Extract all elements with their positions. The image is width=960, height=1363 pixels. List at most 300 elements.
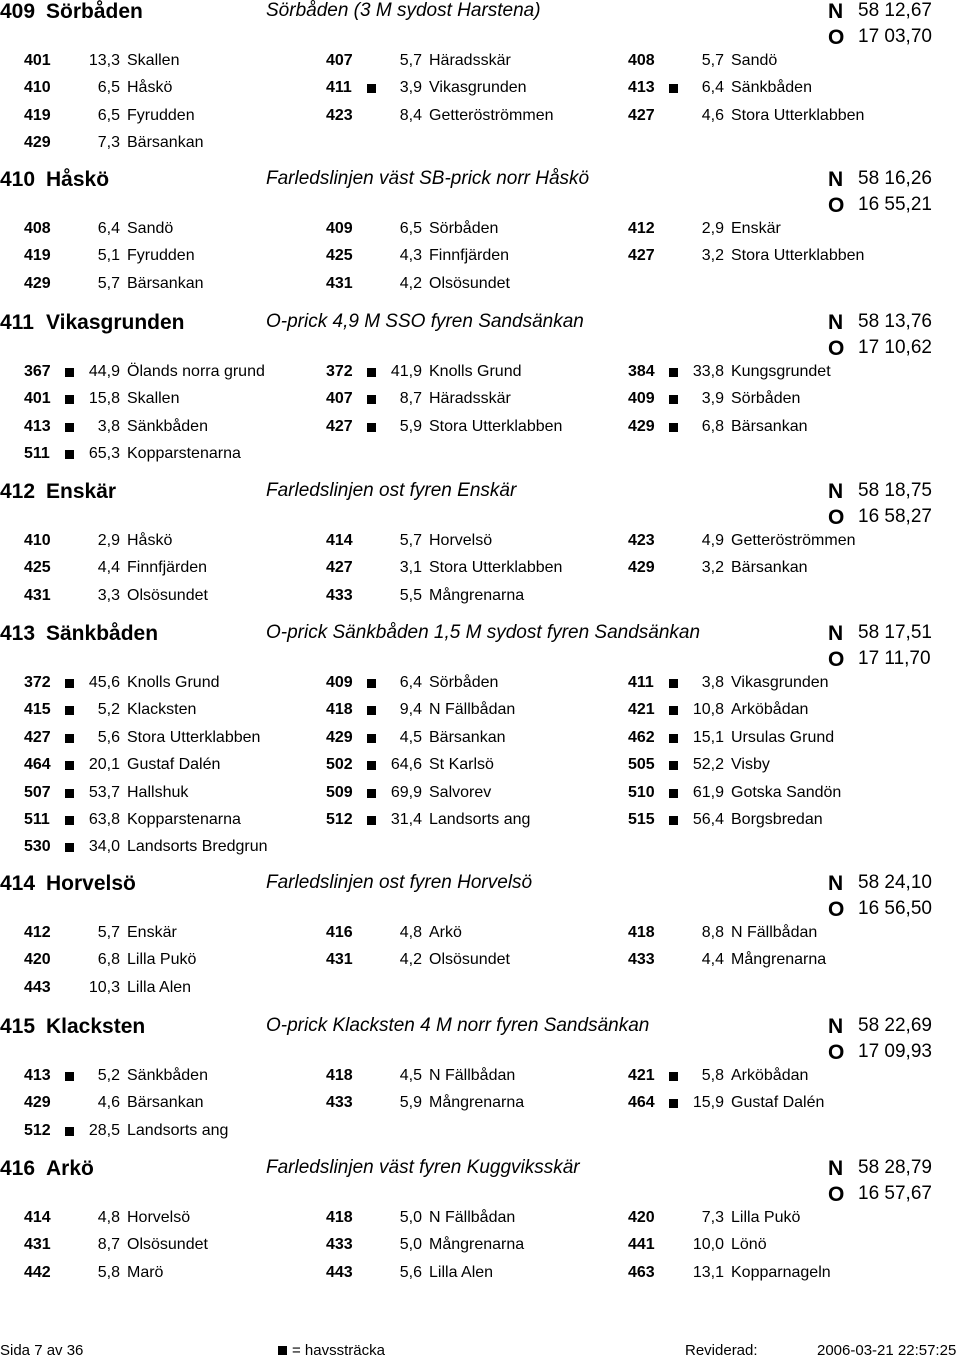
distance-entry xyxy=(24,363,324,387)
distance-entry xyxy=(326,1264,626,1288)
distance-value: 5,2 xyxy=(97,701,120,719)
distance-entry xyxy=(326,924,626,948)
destination-number: 429 xyxy=(326,728,353,746)
distance-value: 6,4 xyxy=(97,220,120,237)
destination-number: 512 xyxy=(326,811,353,828)
distance-row xyxy=(0,784,960,808)
destination-number: 418 xyxy=(326,701,353,719)
distance-row xyxy=(0,756,960,780)
destination-name: Stora Utterklabben xyxy=(429,559,563,577)
destination-number: 511 xyxy=(24,811,50,828)
destination-number: 409 xyxy=(628,390,655,408)
distance-value: 4,2 xyxy=(399,951,422,969)
destination-number: 413 xyxy=(24,417,51,435)
distance-entry xyxy=(24,107,324,131)
distance-row xyxy=(0,1067,960,1091)
station-name: Sänkbåden xyxy=(46,622,159,645)
distance-entry xyxy=(326,951,626,975)
destination-name: Stora Utterklabben xyxy=(429,417,563,435)
distance-entry xyxy=(24,134,324,158)
distance-entry xyxy=(24,701,324,725)
destination-name: Bärsankan xyxy=(127,134,204,152)
destination-number: 442 xyxy=(24,1263,51,1281)
distance-value: 6,4 xyxy=(399,674,422,691)
destination-name: Lilla Pukö xyxy=(731,1209,801,1226)
destination-name: N Fällbådan xyxy=(731,924,818,941)
distance-entry xyxy=(24,951,324,975)
distance-entry xyxy=(628,390,928,414)
destination-number: 502 xyxy=(326,756,353,774)
distance-value: 45,6 xyxy=(88,674,120,691)
distance-value: 10,3 xyxy=(88,978,120,996)
destination-number: 412 xyxy=(24,924,51,941)
destination-name: Hallshuk xyxy=(127,783,189,801)
distance-entry xyxy=(24,532,324,556)
destination-name: Fyrudden xyxy=(127,247,195,265)
distance-entry xyxy=(24,1122,324,1146)
destination-number: 420 xyxy=(24,951,51,969)
distance-value: 5,2 xyxy=(97,1067,120,1084)
destination-name: Häradsskär xyxy=(429,52,511,69)
distance-row xyxy=(0,979,960,1003)
distance-entry xyxy=(628,924,928,948)
destination-number: 414 xyxy=(326,532,353,549)
east-value: 17 10,62 xyxy=(858,337,932,358)
distance-entry xyxy=(326,1209,626,1233)
destination-name: Visby xyxy=(731,756,770,774)
distance-value: 5,5 xyxy=(399,586,422,604)
distance-value: 8,8 xyxy=(701,924,724,941)
distance-value: 5,9 xyxy=(399,417,422,435)
east-value: 17 11,70 xyxy=(858,648,931,669)
station-description: O-prick Klacksten 4 M norr fyren Sandsänkan xyxy=(266,1015,650,1036)
distance-entry xyxy=(326,418,626,442)
distance-value: 20,1 xyxy=(88,756,120,774)
distance-value: 5,0 xyxy=(399,1209,422,1226)
distance-entry xyxy=(326,532,626,556)
station-number: 412 xyxy=(0,480,36,503)
east-value: 17 09,93 xyxy=(858,1041,932,1062)
distance-value: 3,3 xyxy=(97,586,120,604)
station-description: Farledslinjen väst SB-prick norr Håskö xyxy=(266,168,590,189)
distance-value: 3,2 xyxy=(701,247,724,265)
distance-value: 3,1 xyxy=(399,559,422,577)
distance-value: 4,2 xyxy=(399,274,422,292)
destination-name: Bärsankan xyxy=(731,417,808,435)
distance-entry xyxy=(628,729,928,753)
destination-number: 464 xyxy=(628,1094,655,1112)
distance-value: 4,6 xyxy=(701,106,724,124)
destination-number: 433 xyxy=(326,1094,353,1112)
distance-value: 2,9 xyxy=(97,532,120,549)
destination-number: 415 xyxy=(24,701,51,719)
destination-name: Landsorts Bredgrun xyxy=(127,838,268,856)
distance-entry xyxy=(326,52,626,76)
distance-value: 5,7 xyxy=(399,52,422,69)
destination-name: Mångrenarna xyxy=(429,1236,525,1254)
north-label: N xyxy=(828,168,844,191)
destination-number: 463 xyxy=(628,1263,655,1281)
destination-number: 416 xyxy=(326,924,353,941)
east-value: 16 58,27 xyxy=(858,506,932,527)
destination-number: 367 xyxy=(24,363,51,380)
distance-row xyxy=(0,134,960,158)
distance-value: 15,9 xyxy=(692,1094,724,1112)
destination-name: Sandö xyxy=(731,52,778,69)
destination-number: 372 xyxy=(326,363,353,380)
destination-number: 505 xyxy=(628,756,655,774)
east-label: O xyxy=(828,1041,845,1064)
distance-entry xyxy=(24,924,324,948)
distance-row xyxy=(0,107,960,131)
distance-value: 5,7 xyxy=(701,52,724,69)
distance-value: 15,1 xyxy=(692,728,724,746)
destination-number: 407 xyxy=(326,390,353,408)
station-description: Farledslinjen ost fyren Enskär xyxy=(266,480,517,501)
east-label: O xyxy=(828,898,845,921)
destination-number: 462 xyxy=(628,728,655,746)
destination-number: 408 xyxy=(628,52,655,69)
distance-value: 7,3 xyxy=(97,134,120,152)
destination-number: 431 xyxy=(24,586,51,604)
north-label: N xyxy=(828,872,844,895)
distance-value: 6,5 xyxy=(97,79,120,97)
east-label: O xyxy=(828,506,845,529)
distance-value: 4,8 xyxy=(399,924,422,941)
destination-name: Arkö xyxy=(429,924,462,941)
distance-value: 6,5 xyxy=(97,106,120,124)
destination-name: Knolls Grund xyxy=(127,674,220,691)
revised-date: 2006-03-21 22:57:25 xyxy=(817,1342,957,1359)
distance-entry xyxy=(326,1067,626,1091)
distance-entry xyxy=(628,418,928,442)
north-value: 58 18,75 xyxy=(858,480,932,501)
distance-row xyxy=(0,1236,960,1260)
destination-name: Stora Utterklabben xyxy=(731,247,865,265)
destination-name: Horvelsö xyxy=(127,1209,191,1226)
destination-name: Sörbåden xyxy=(429,220,499,237)
distance-entry xyxy=(326,390,626,414)
distance-value: 4,9 xyxy=(701,532,724,549)
distance-row xyxy=(0,247,960,271)
distance-entry xyxy=(326,220,626,244)
distance-entry xyxy=(24,756,324,780)
distance-entry xyxy=(628,532,928,556)
distance-row xyxy=(0,729,960,753)
distance-entry xyxy=(24,729,324,753)
distance-value: 61,9 xyxy=(692,783,724,801)
distance-row xyxy=(0,445,960,469)
distance-entry xyxy=(628,1067,928,1091)
destination-name: Håskö xyxy=(127,532,173,549)
destination-number: 512 xyxy=(24,1121,51,1139)
distance-row xyxy=(0,52,960,76)
distance-entry xyxy=(326,811,626,835)
station-number: 413 xyxy=(0,622,36,645)
destination-number: 441 xyxy=(628,1236,655,1254)
destination-name: St Karlsö xyxy=(429,756,494,774)
destination-name: Enskär xyxy=(127,924,177,941)
destination-name: Arköbådan xyxy=(731,701,809,719)
north-label: N xyxy=(828,480,844,503)
destination-number: 429 xyxy=(24,274,51,292)
distance-entry xyxy=(24,674,324,698)
destination-name: Knolls Grund xyxy=(429,363,522,380)
distance-value: 9,4 xyxy=(399,701,422,719)
distance-value: 5,7 xyxy=(97,924,120,941)
destination-number: 421 xyxy=(628,1067,655,1084)
distance-entry xyxy=(24,838,324,862)
distance-entry xyxy=(628,811,928,835)
distance-value: 6,4 xyxy=(701,79,724,97)
distance-row xyxy=(0,587,960,611)
distance-row xyxy=(0,1122,960,1146)
destination-name: N Fällbådan xyxy=(429,701,516,719)
north-value: 58 12,67 xyxy=(858,0,932,21)
destination-number: 515 xyxy=(628,811,655,828)
distance-row xyxy=(0,838,960,862)
distance-entry xyxy=(326,275,626,299)
distance-value: 3,8 xyxy=(97,417,120,435)
destination-number: 427 xyxy=(326,417,353,435)
destination-name: Fyrudden xyxy=(127,106,195,124)
destination-number: 410 xyxy=(24,532,51,549)
destination-number: 408 xyxy=(24,220,51,237)
distance-row xyxy=(0,275,960,299)
distance-value: 8,4 xyxy=(399,106,422,124)
distance-row xyxy=(0,1264,960,1288)
north-value: 58 16,26 xyxy=(858,168,932,189)
distance-row xyxy=(0,532,960,556)
distance-entry xyxy=(628,1209,928,1233)
north-value: 58 17,51 xyxy=(858,622,932,643)
destination-number: 419 xyxy=(24,106,51,124)
distance-row xyxy=(0,701,960,725)
destination-number: 409 xyxy=(326,220,353,237)
distance-value: 4,6 xyxy=(97,1094,120,1112)
destination-name: Finnfjärden xyxy=(429,247,510,265)
station-description: O-prick Sänkbåden 1,5 M sydost fyren Sandsänkan xyxy=(266,622,701,643)
distance-entry xyxy=(24,1209,324,1233)
destination-number: 423 xyxy=(326,106,353,124)
destination-number: 427 xyxy=(628,106,655,124)
distance-value: 5,0 xyxy=(399,1236,422,1254)
distance-entry xyxy=(628,1236,928,1260)
distance-value: 31,4 xyxy=(390,811,422,828)
destination-name: Ölands norra grund xyxy=(127,363,265,380)
destination-name: Mångrenarna xyxy=(731,951,827,969)
station-number: 415 xyxy=(0,1015,36,1038)
destination-name: N Fällbådan xyxy=(429,1067,516,1084)
station-description: Farledslinjen väst fyren Kuggviksskär xyxy=(266,1157,580,1178)
destination-number: 407 xyxy=(326,52,353,69)
distance-row xyxy=(0,811,960,835)
distance-row xyxy=(0,674,960,698)
east-value: 17 03,70 xyxy=(858,26,932,47)
destination-name: Enskär xyxy=(731,220,781,237)
distance-entry xyxy=(24,390,324,414)
destination-number: 433 xyxy=(628,951,655,969)
distance-entry xyxy=(24,784,324,808)
distance-value: 28,5 xyxy=(88,1121,120,1139)
destination-number: 429 xyxy=(24,134,51,152)
destination-name: Sörbåden xyxy=(429,674,499,691)
distance-row xyxy=(0,418,960,442)
destination-number: 429 xyxy=(24,1094,51,1112)
distance-entry xyxy=(326,1236,626,1260)
station-number: 411 xyxy=(0,311,34,334)
distance-value: 4,5 xyxy=(399,728,422,746)
east-label: O xyxy=(828,194,845,217)
destination-name: Bärsankan xyxy=(127,1094,204,1112)
distance-entry xyxy=(326,674,626,698)
destination-name: Vikasgrunden xyxy=(731,674,829,691)
revised-label: Reviderad: xyxy=(685,1342,758,1359)
distance-entry xyxy=(24,811,324,835)
destination-name: Kungsgrundet xyxy=(731,363,831,380)
destination-number: 509 xyxy=(326,783,353,801)
distance-value: 56,4 xyxy=(692,811,724,828)
destination-name: Sandö xyxy=(127,220,174,237)
distance-entry xyxy=(24,979,324,1003)
distance-value: 4,8 xyxy=(97,1209,120,1226)
distance-value: 34,0 xyxy=(88,838,120,856)
distance-entry xyxy=(628,1094,928,1118)
station-name: Sörbåden xyxy=(46,0,143,23)
distance-value: 3,2 xyxy=(701,559,724,577)
destination-name: Getteröströmmen xyxy=(731,532,856,549)
destination-name: Sänkbåden xyxy=(731,79,812,97)
distance-row xyxy=(0,220,960,244)
destination-name: Bärsankan xyxy=(429,728,506,746)
destination-number: 425 xyxy=(326,247,353,265)
destination-number: 443 xyxy=(326,1263,353,1281)
distance-row xyxy=(0,79,960,103)
destination-name: Häradsskär xyxy=(429,390,511,408)
distance-entry xyxy=(326,247,626,271)
east-label: O xyxy=(828,26,845,49)
destination-number: 414 xyxy=(24,1209,51,1226)
distance-value: 6,5 xyxy=(399,220,422,237)
distance-value: 65,3 xyxy=(88,445,120,463)
distance-value: 15,8 xyxy=(88,390,120,408)
distance-entry xyxy=(326,587,626,611)
sea-legend-square-icon xyxy=(278,1346,287,1355)
destination-number: 464 xyxy=(24,756,51,774)
destination-number: 412 xyxy=(628,220,655,237)
distance-entry xyxy=(628,363,928,387)
east-label: O xyxy=(828,648,845,671)
distance-value: 41,9 xyxy=(390,363,422,380)
distance-value: 5,8 xyxy=(97,1263,120,1281)
north-label: N xyxy=(828,622,844,645)
north-value: 58 13,76 xyxy=(858,311,932,332)
destination-number: 413 xyxy=(628,79,655,97)
station-number: 416 xyxy=(0,1157,36,1180)
distance-value: 69,9 xyxy=(390,783,422,801)
distance-entry xyxy=(628,784,928,808)
distance-value: 5,7 xyxy=(399,532,422,549)
distance-value: 5,8 xyxy=(701,1067,724,1084)
distance-entry xyxy=(24,1236,324,1260)
distance-value: 6,8 xyxy=(701,417,724,435)
destination-name: Kopparstenarna xyxy=(127,811,241,828)
distance-value: 64,6 xyxy=(390,756,422,774)
distance-value: 3,8 xyxy=(701,674,724,691)
destination-name: Bärsankan xyxy=(127,274,204,292)
destination-name: Gotska Sandön xyxy=(731,783,842,801)
distance-entry xyxy=(24,275,324,299)
distance-row xyxy=(0,390,960,414)
destination-name: Mångrenarna xyxy=(429,1094,525,1112)
distance-value: 2,9 xyxy=(701,220,724,237)
distance-entry xyxy=(326,559,626,583)
east-value: 16 57,67 xyxy=(858,1183,932,1204)
distance-entry xyxy=(628,951,928,975)
distance-value: 13,3 xyxy=(88,52,120,69)
destination-number: 429 xyxy=(628,559,655,577)
distance-value: 63,8 xyxy=(88,811,120,828)
destination-name: Stora Utterklabben xyxy=(127,728,261,746)
station-name: Enskär xyxy=(46,480,117,503)
destination-name: Marö xyxy=(127,1263,164,1281)
station-name: Klacksten xyxy=(46,1015,146,1038)
destination-name: Horvelsö xyxy=(429,532,493,549)
north-label: N xyxy=(828,1015,844,1038)
destination-name: Olsösundet xyxy=(127,1236,208,1254)
east-value: 16 55,21 xyxy=(858,194,932,215)
destination-number: 409 xyxy=(326,674,353,691)
north-value: 58 22,69 xyxy=(858,1015,932,1036)
distance-value: 4,3 xyxy=(399,247,422,265)
station-name: Arkö xyxy=(46,1157,94,1180)
destination-number: 427 xyxy=(326,559,353,577)
destination-name: Salvorev xyxy=(429,783,492,801)
distance-value: 5,6 xyxy=(97,728,120,746)
station-name: Horvelsö xyxy=(46,872,136,895)
distance-entry xyxy=(24,587,324,611)
distance-value: 4,5 xyxy=(399,1067,422,1084)
destination-number: 413 xyxy=(24,1067,51,1084)
distance-entry xyxy=(628,79,928,103)
distance-value: 8,7 xyxy=(399,390,422,408)
destination-name: Kopparnageln xyxy=(731,1263,831,1281)
distance-value: 5,9 xyxy=(399,1094,422,1112)
distance-value: 5,1 xyxy=(97,247,120,265)
distance-entry xyxy=(24,1264,324,1288)
destination-name: Olsösundet xyxy=(127,586,208,604)
destination-name: Landsorts ang xyxy=(127,1121,229,1139)
distance-entry xyxy=(628,1264,928,1288)
distance-entry xyxy=(24,445,324,469)
destination-name: Klacksten xyxy=(127,701,197,719)
destination-name: Gustaf Dalén xyxy=(731,1094,825,1112)
destination-name: Stora Utterklabben xyxy=(731,106,865,124)
distance-value: 3,9 xyxy=(701,390,724,408)
destination-number: 431 xyxy=(326,274,353,292)
distance-row xyxy=(0,559,960,583)
destination-number: 423 xyxy=(628,532,655,549)
destination-number: 418 xyxy=(628,924,655,941)
distance-entry xyxy=(326,784,626,808)
distance-row xyxy=(0,951,960,975)
destination-name: Bärsankan xyxy=(731,559,808,577)
station-description: O-prick 4,9 M SSO fyren Sandsänkan xyxy=(266,311,584,332)
distance-value: 44,9 xyxy=(88,363,120,380)
distance-value: 7,3 xyxy=(701,1209,724,1226)
distance-entry xyxy=(326,701,626,725)
north-value: 58 28,79 xyxy=(858,1157,932,1178)
